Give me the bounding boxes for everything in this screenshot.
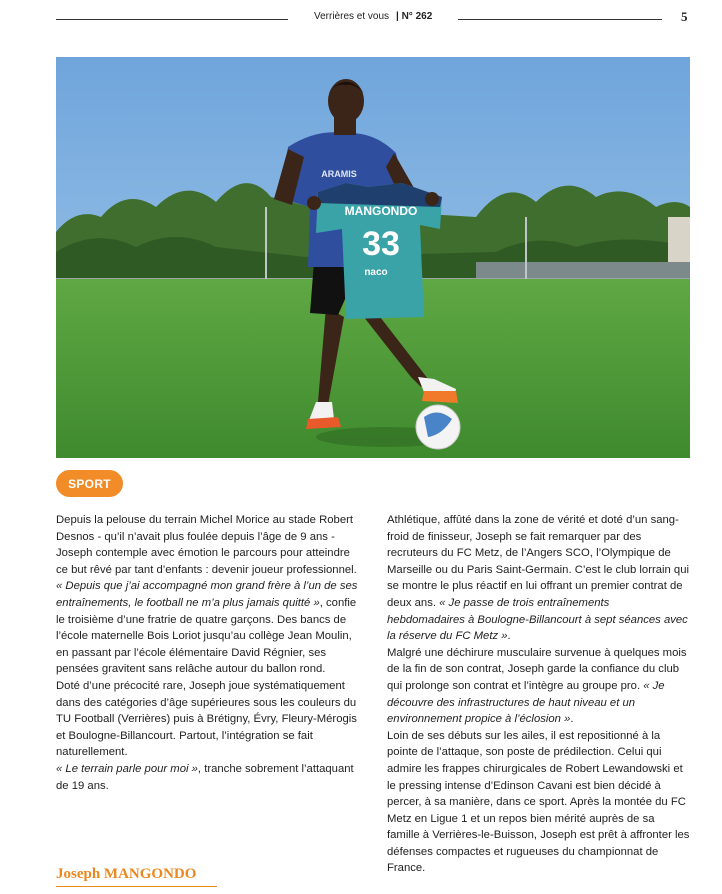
page-number: 5 bbox=[681, 9, 688, 24]
page-header bbox=[0, 8, 722, 28]
paragraph bbox=[56, 761, 358, 794]
paragraph: Loin de ses débuts sur les ailes, il est repositionné à la pointe de l’attaque, son poste de prédilection. Celui qui admire les frappes chirurgicales de Robert Lewandowski et le pressing intense d’Edinson Cavani est bien décidé à percer, à sa manière, dans ce sport. Après la montée du FC Metz en Ligue 1 et un repos bien mérité auprès de sa famille à Verrières-le-Buisson, Joseph est prêt à affronter les défenses compactes et rugueuses du championnat de France. bbox=[387, 729, 690, 875]
header-rule-right bbox=[458, 19, 662, 20]
quote: « Le terrain parle pour moi » bbox=[56, 762, 198, 775]
football-player-illustration bbox=[56, 57, 690, 458]
paragraph-text: , tranche sobrement l’attaquant de 19 ans. bbox=[56, 762, 354, 792]
magazine-title: Verrières et vous bbox=[314, 11, 390, 22]
paragraph bbox=[387, 512, 690, 645]
article-right-column bbox=[387, 512, 690, 877]
paragraph bbox=[56, 578, 358, 678]
jersey-sponsor-text: naco bbox=[364, 267, 388, 278]
paragraph-text: . bbox=[570, 713, 574, 726]
paragraph-text: Malgré une déchirure musculaire survenue à quelques mois de la fin de son contrat, Joseph garde la confiance du club qui prolonge son contrat et l’intègre au groupe pro. bbox=[387, 646, 687, 692]
hero-photo bbox=[56, 57, 690, 458]
article-left-column bbox=[56, 512, 358, 794]
paragraph-text: Athlétique, affûté dans la zone de vérité et doté d’un sang-froid de finisseur, Joseph se fait remarquer par des recruteurs du FC Metz, de l’Angers SCO, l’Olympique de Marseille ou du Paris Saint-Germain. C’est le club lorrain qui se montre le plus réactif en lui offrant un premier contrat de deux ans. bbox=[387, 514, 690, 609]
shirt-sponsor-text: ARAMIS bbox=[321, 169, 357, 179]
jersey-number-text: 33 bbox=[362, 225, 400, 263]
paragraph-text: , confie le troisième d’une fratrie de quatre garçons. Des bancs de l’école maternelle Bois Loriot jusqu’au collège Jean Moulin, en passant par l’école élémentaire David Régnier, ses pensées gravitent sans relâche autour du ballon rond. bbox=[56, 596, 357, 676]
paragraph: Depuis la pelouse du terrain Michel Morice au stade Robert Desnos - qu’il n’avait plus foulée depuis l’âge de 9 ans - Joseph contemple avec émotion le parcours pour atteindre ce but rêvé par tant d’enfants : devenir joueur professionnel. bbox=[56, 514, 357, 576]
paragraph-text: . bbox=[507, 630, 511, 643]
author-name: Joseph MANGONDO bbox=[56, 866, 217, 887]
head bbox=[328, 79, 364, 123]
paragraph bbox=[387, 645, 690, 728]
quote: « Je découvre des infrastructures de haut niveau et un environnement propice à l’éclosion » bbox=[387, 679, 665, 726]
header-rule-left bbox=[56, 19, 288, 20]
section-badge: SPORT bbox=[56, 470, 123, 497]
quote: « Depuis que j’ai accompagné mon grand frère à l’un de ses entraînements, le football ne m’a plus jamais quitté » bbox=[56, 580, 358, 609]
issue-number: | N° 262 bbox=[396, 11, 433, 22]
paragraph: Doté d’une précocité rare, Joseph joue systématiquement dans des catégories d’âge supérieures sous les couleurs du TU Football (Verrières) puis à Brétigny, Évry, Fleury-Mérogis et Boulogne-Billancourt. Partout, l’intégration se fait naturellement. bbox=[56, 679, 357, 759]
jersey-name-text: MANGONDO bbox=[344, 204, 418, 218]
quote: « Je passe de trois entraînements hebdomadaires à Boulogne-Billancourt à sept séances avec la réserve du FC Metz » bbox=[387, 596, 688, 643]
